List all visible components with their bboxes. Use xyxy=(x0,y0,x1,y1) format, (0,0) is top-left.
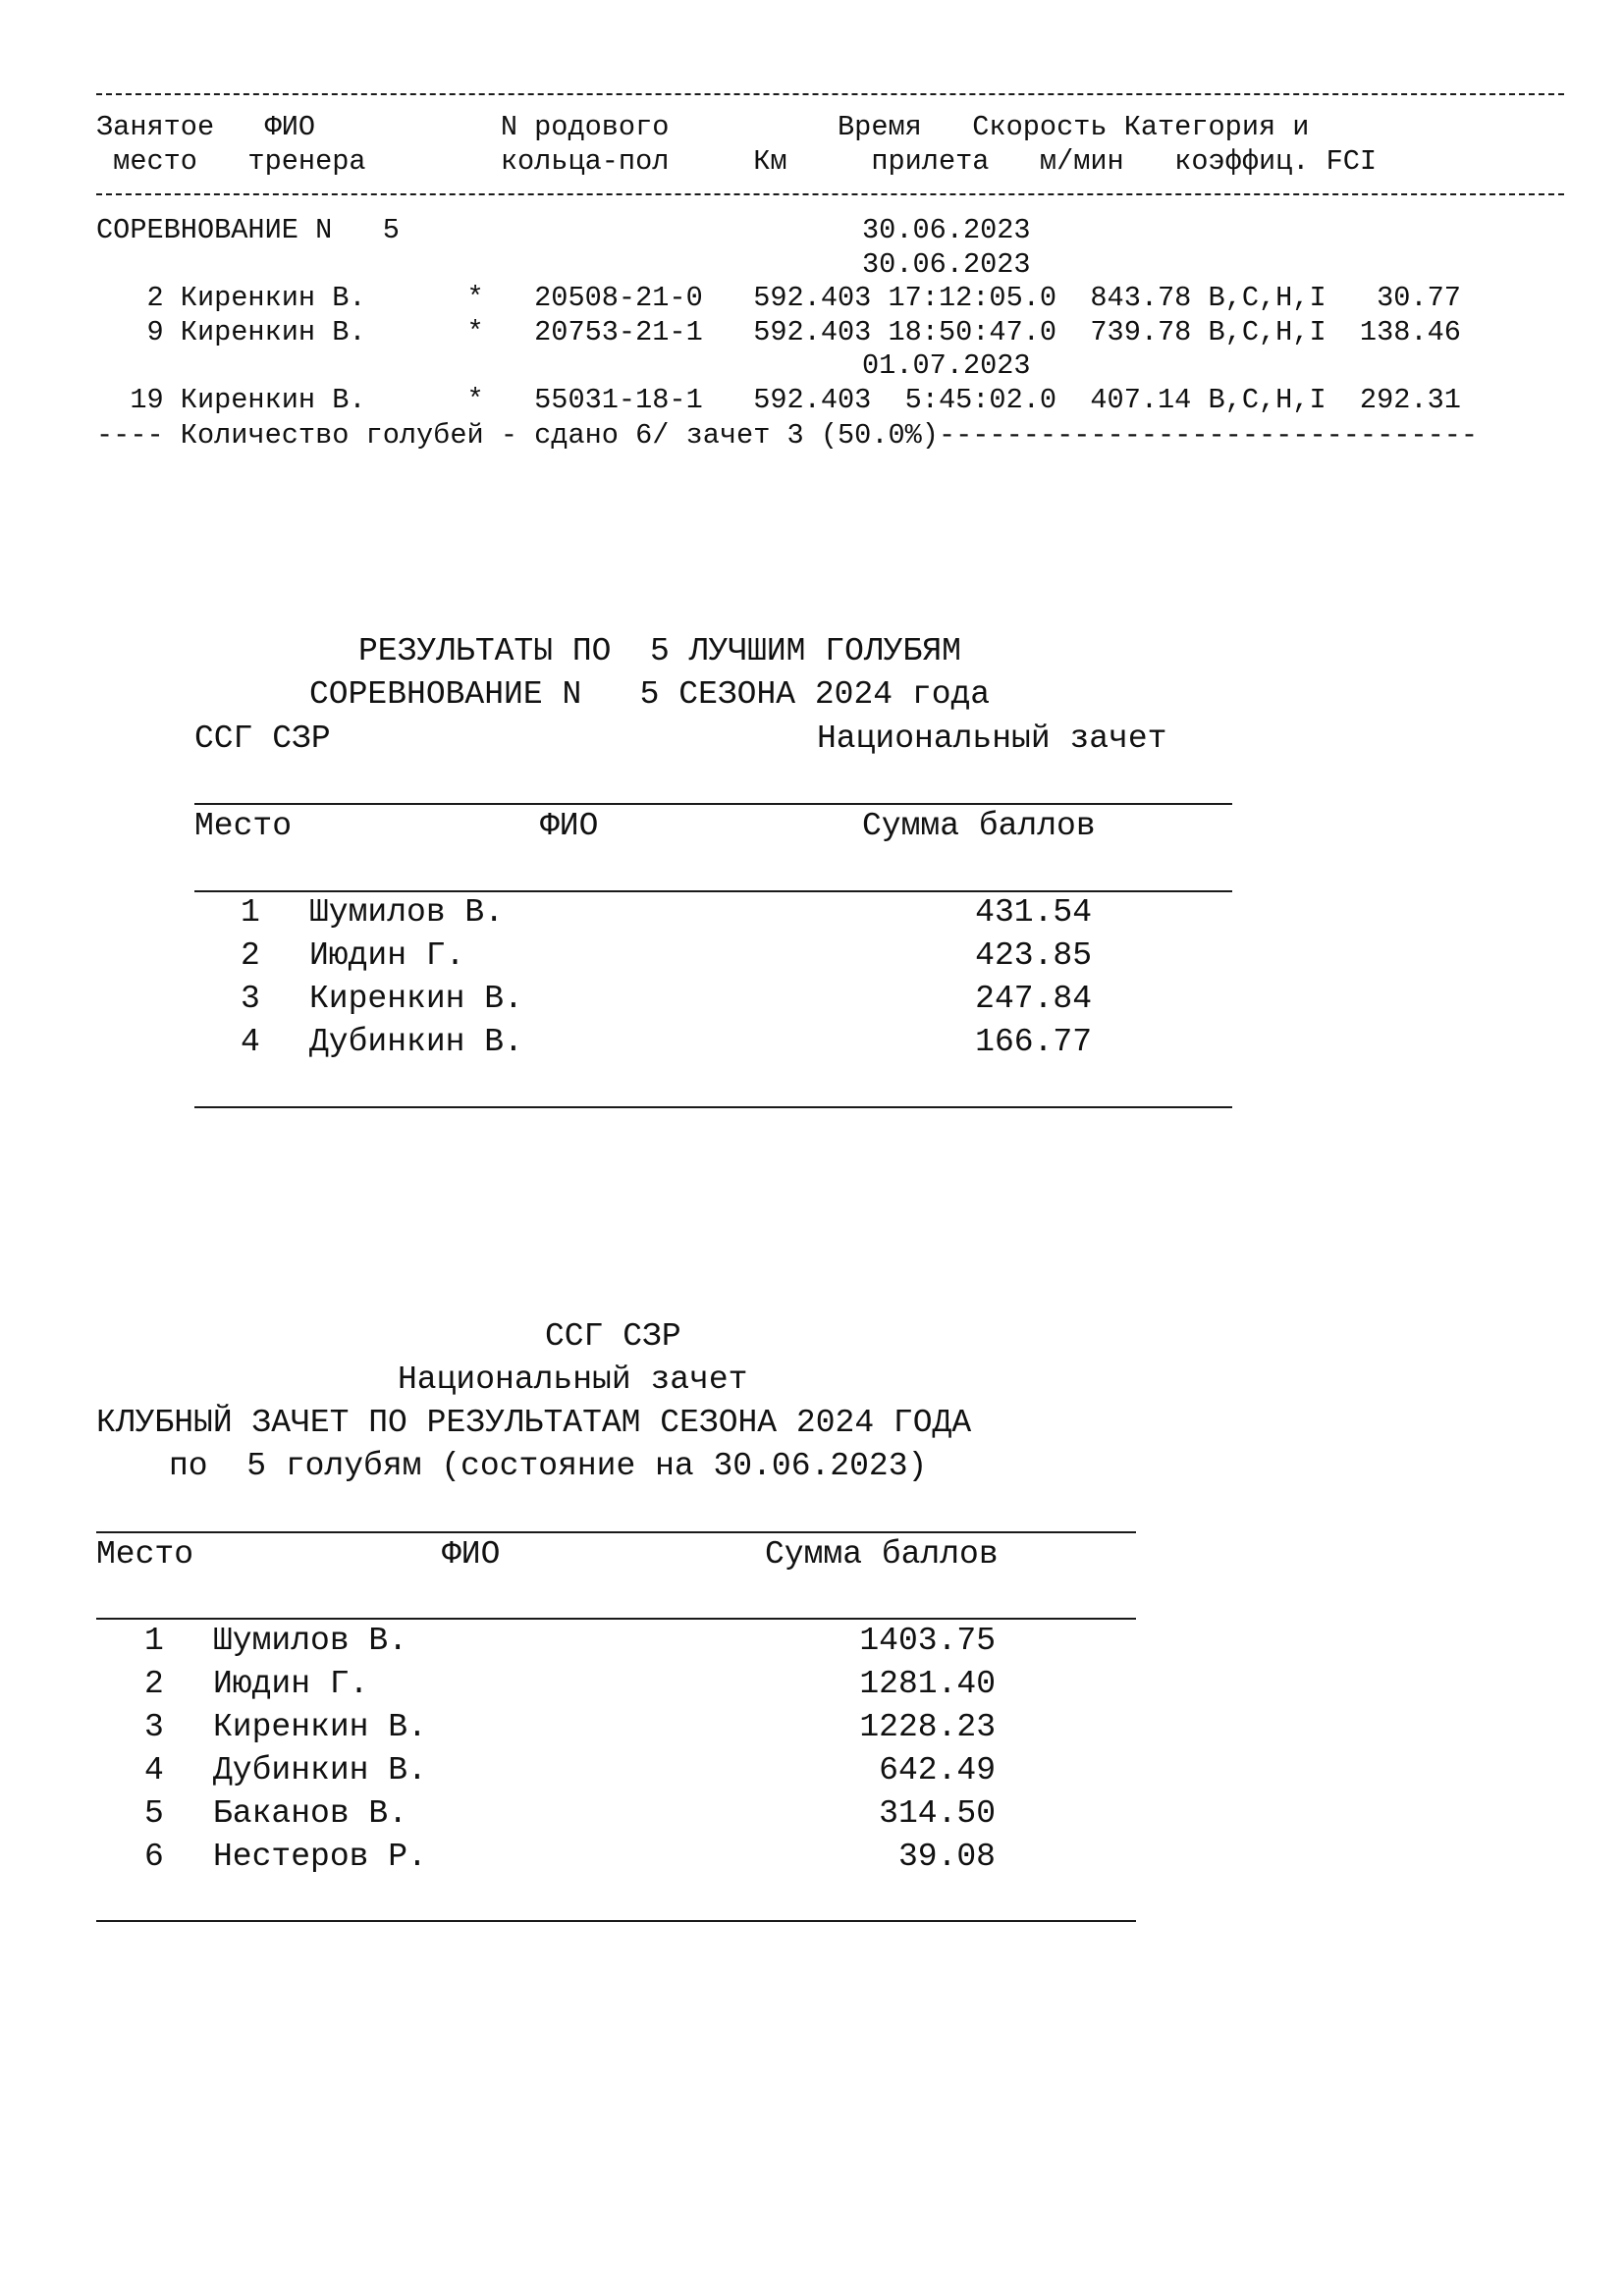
row-name: Дубинкин В. xyxy=(213,1752,427,1789)
result-row: 19 Киренкин В. * 55031-18-1 592.403 5:45:02.0 407.14 B,C,H,I 292.31 xyxy=(96,384,1461,416)
row-score: 39.08 xyxy=(897,1839,996,1875)
row-place: 5 xyxy=(144,1795,164,1832)
release-date: 30.06.2023 xyxy=(862,248,1031,281)
col-header-place: Место xyxy=(96,1536,194,1573)
row-score: 1281.40 xyxy=(859,1666,996,1702)
row-name: Киренкин В. xyxy=(309,981,523,1017)
row-place: 3 xyxy=(241,981,260,1017)
row-score: 642.49 xyxy=(879,1752,996,1789)
column-header-line-2: место тренера кольца-пол Км прилета м/мин коэффиц. FCI xyxy=(96,145,1378,178)
row-place: 2 xyxy=(144,1666,164,1702)
section2-subtitle: СОРЕВНОВАНИЕ N 5 СЕЗОНА 2024 года xyxy=(309,676,991,713)
row-score: 431.54 xyxy=(975,894,1092,931)
col-header-sum: Сумма баллов xyxy=(862,808,1096,844)
row-place: 3 xyxy=(144,1709,164,1745)
pigeon-count-summary: ---- Количество голубей - сдано 6/ зачет 3 (50.0%)-------------------------------- xyxy=(96,419,1479,452)
result-row: 2 Киренкин В. * 20508-21-0 592.403 17:12:05.0 843.78 B,C,H,I 30.77 xyxy=(96,282,1461,314)
row-score: 1228.23 xyxy=(859,1709,996,1745)
result-row: 9 Киренкин В. * 20753-21-1 592.403 18:50:47.0 739.78 B,C,H,I 138.46 xyxy=(96,316,1461,348)
row-place: 2 xyxy=(241,937,260,974)
section3-org: ССГ СЗР xyxy=(545,1318,681,1355)
row-name: Баканов В. xyxy=(213,1795,408,1832)
col-header-place: Место xyxy=(194,808,293,844)
col-header-name: ФИО xyxy=(540,808,599,844)
row-place: 1 xyxy=(241,894,260,931)
col-header-sum: Сумма баллов xyxy=(765,1536,999,1573)
table-rule-bottom xyxy=(194,1106,1232,1108)
row-name: Киренкин В. xyxy=(213,1709,427,1745)
top-dash-rule xyxy=(96,93,1564,95)
row-score: 247.84 xyxy=(975,981,1092,1017)
row-score: 166.77 xyxy=(975,1024,1092,1060)
row-name: Июдин Г. xyxy=(213,1666,369,1702)
col-header-name: ФИО xyxy=(442,1536,501,1573)
section2-title: РЕЗУЛЬТАТЫ ПО 5 ЛУЧШИМ ГОЛУБЯМ xyxy=(358,633,961,669)
row-place: 1 xyxy=(144,1623,164,1659)
row-name: Шумилов В. xyxy=(309,894,505,931)
row-name: Дубинкин В. xyxy=(309,1024,523,1060)
section3-subtitle: по 5 голубям (состояние на 30.06.2023) xyxy=(169,1448,928,1484)
competition-date: 30.06.2023 xyxy=(862,214,1031,246)
row-place: 4 xyxy=(241,1024,260,1060)
competition-label: СОРЕВНОВАНИЕ N 5 xyxy=(96,214,400,246)
row-score: 423.85 xyxy=(975,937,1092,974)
row-name: Нестеров Р. xyxy=(213,1839,427,1875)
row-score: 314.50 xyxy=(879,1795,996,1832)
row-name: Шумилов В. xyxy=(213,1623,408,1659)
row-name: Июдин Г. xyxy=(309,937,465,974)
arrival-date: 01.07.2023 xyxy=(862,349,1031,382)
row-place: 4 xyxy=(144,1752,164,1789)
header-dash-rule xyxy=(96,193,1564,195)
row-place: 6 xyxy=(144,1839,164,1875)
section3-title: КЛУБНЫЙ ЗАЧЕТ ПО РЕЗУЛЬТАТАМ СЕЗОНА 2024 ГОДА xyxy=(96,1405,972,1441)
column-header-line-1: Занятое ФИО N родового Время Скорость Категория и xyxy=(96,111,1310,143)
section2-zachet: Национальный зачет xyxy=(817,721,1167,757)
section2-org: ССГ СЗР xyxy=(194,721,331,757)
row-score: 1403.75 xyxy=(859,1623,996,1659)
table-rule-bottom xyxy=(96,1920,1136,1922)
section3-zachet: Национальный зачет xyxy=(398,1362,748,1398)
